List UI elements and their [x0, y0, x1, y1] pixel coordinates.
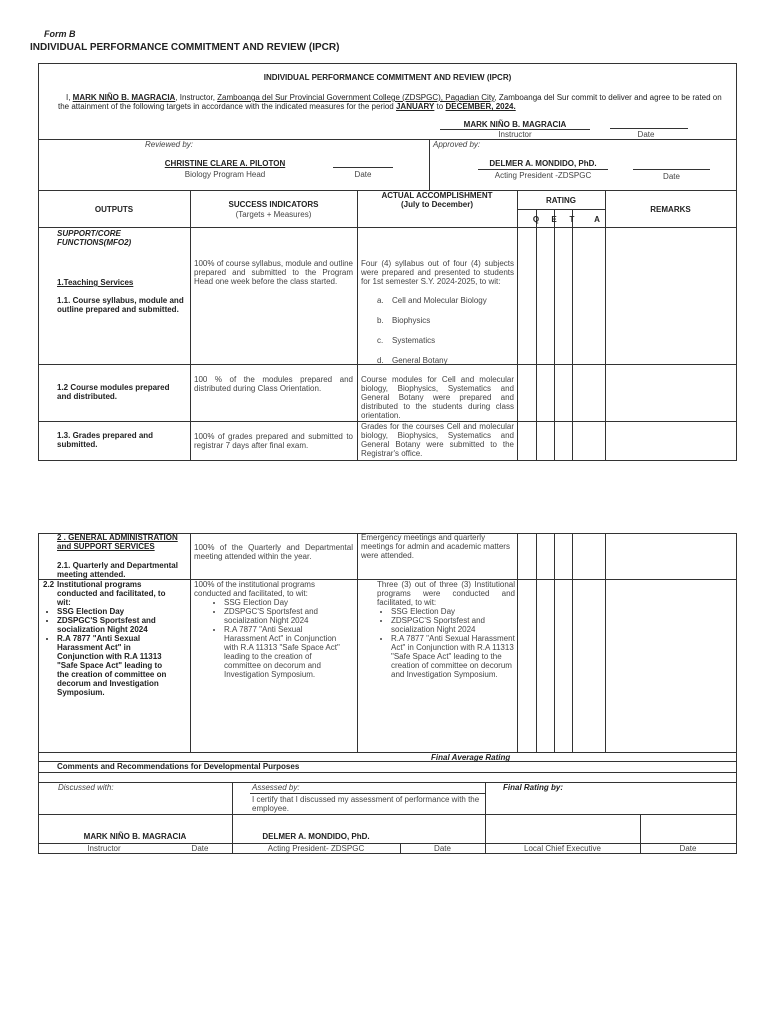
- header-actual: ACTUAL ACCOMPLISHMENT: [381, 191, 493, 200]
- reviewer-name: CHRISTINE CLARE A. PILOTON: [164, 159, 286, 168]
- commitment-statement: I, MARK NIÑO B. MAGRACIA, Instructor, Zamboanga del Sur Provincial Government College (ZDSPGC), Pagadian City, Zamboanga del Sur commit to deliver and agree to be rated on the attainment of the following targets in accordance with the indicated measures for the period JANUARY to DECEMBER, 2024.: [58, 93, 722, 111]
- footer-assessor-name: DELMER A. MONDIDO, PhD.: [262, 832, 370, 841]
- row1-subject-list: [377, 296, 507, 365]
- row1-heading: 1.Teaching Services: [57, 278, 134, 287]
- reviewer-position: Biology Program Head: [184, 170, 266, 179]
- footer-assessor-date: Date: [434, 844, 451, 853]
- period-start: JANUARY: [395, 102, 435, 111]
- approver-position: Acting President -ZDSPGC: [494, 171, 592, 180]
- row1-actual-intro: Four (4) syllabus out of four (4) subjects were prepared and presented to students for 1st semester S.Y. 2024-2025, to wit:: [361, 259, 514, 286]
- ratee-name: MARK NIÑO B. MAGRACIA: [463, 120, 567, 129]
- row2-output: 1.2 Course modules prepared and distributed.: [57, 383, 170, 401]
- row5-indicator: 100% of the institutional programs conducted and facilitated, to wit: • SSG Election Day • ZDSPGC'S Sportsfest and socialization Night 2024 • R.A 7877 "Anti Sexual Harassment Act" in Conjunction with R.A 11313 "Safe Space Act" leading to the creation of committee on decorum and Investigation Symposium.: [194, 580, 344, 679]
- footer-executive-date: Date: [679, 844, 697, 853]
- box-title: INDIVIDUAL PERFORMANCE COMMITMENT AND REVIEW (IPCR): [263, 73, 512, 82]
- reviewed-by-label: Reviewed by:: [145, 140, 194, 149]
- row1-indicator: 100% of course syllabus, module and outline prepared and submitted to the Program Head one week before the class started.: [194, 259, 353, 286]
- header-indicators: SUCCESS INDICATORS: [228, 200, 319, 209]
- row5-output: Institutional programs conducted and facilitated, to wit: • SSG Election Day • ZDSPGC'S Sportsfest and socialization Night 2024 • R.A 7877 "Anti Sexual Harassment Act" in Conjunction with R.A 11313 "Safe Space Act" leading to the creation of committee on decorum and Investigation Symposium.: [57, 580, 169, 697]
- final-rating-by-label: Final Rating by:: [503, 783, 563, 792]
- header-q: Q: [532, 215, 540, 224]
- header-outputs: OUTPUTS: [94, 205, 134, 214]
- row2-actual: Course modules for Cell and molecular biology, Biophysics, Systematics and General Botany were prepared and distributed to the students during class orientation.: [361, 375, 514, 420]
- ratee-position: Instructor: [498, 130, 532, 139]
- list-item: • R.A 7877 "Anti Sexual Harassment Act" in Conjunction with R.A 11313 "Safe Space Act" leading to the creation of committee on decorum and Investigation Symposium.: [224, 625, 344, 679]
- period-end: DECEMBER, 2024.: [445, 102, 516, 111]
- footer-executive-position: Local Chief Executive: [524, 844, 601, 853]
- row4-indicator: 100% of the Quarterly and Departmental meeting attended within the year.: [194, 543, 353, 561]
- footer-ratee-position: Instructor: [87, 844, 121, 853]
- list-item: • ZDSPGC'S Sportsfest and socialization Night 2024: [391, 616, 515, 634]
- footer-ratee-date: Date: [191, 844, 209, 853]
- footer-ratee-name: MARK NIÑO B. MAGRACIA: [83, 832, 187, 841]
- row2-indicator: 100 % of the modules prepared and distributed during Class Orientation.: [194, 375, 353, 393]
- form-label: Form B: [44, 29, 76, 39]
- reviewer-date-label: Date: [354, 170, 372, 179]
- header-a: A: [594, 215, 600, 224]
- ratee-name-inline: MARK NIÑO B. MAGRACIA: [72, 93, 176, 102]
- list-item: • R.A 7877 "Anti Sexual Harassment Act" in Conjunction with R.A 11313 "Safe Space Act" leading to the creation of committee on decorum and Investigation Symposium.: [57, 634, 169, 697]
- discussed-with-label: Discussed with:: [58, 783, 114, 792]
- row3-output: 1.3. Grades prepared and submitted.: [57, 431, 154, 449]
- row3-indicator: 100% of grades prepared and submitted to registrar 7 days after final exam.: [194, 432, 353, 450]
- section-title-support-core: SUPPORT/CORE FUNCTIONS(MFO2): [57, 229, 132, 247]
- row5-output-number: 2.2: [43, 580, 55, 589]
- row1-output: 1.1. Course syllabus, module and outline prepared and submitted.: [57, 296, 184, 314]
- row4-output: 2.1. Quarterly and Departmental meeting attended.: [57, 561, 178, 579]
- list-item: • SSG Election Day: [391, 607, 515, 616]
- header-t: T: [569, 215, 575, 224]
- college-name: Zamboanga del Sur Provincial Government College (ZDSPGC), Pagadian City: [217, 93, 495, 102]
- approver-name: DELMER A. MONDIDO, PhD.: [489, 159, 597, 168]
- final-average-rating-label: Final Average Rating: [431, 753, 511, 762]
- row4-actual: Emergency meetings and quarterly meetings for admin and academic matters were attended.: [361, 533, 510, 560]
- list-item: b. Biophysics: [377, 316, 431, 325]
- list-item: a. Cell and Molecular Biology: [377, 296, 487, 305]
- page-title: INDIVIDUAL PERFORMANCE COMMITMENT AND REVIEW (IPCR): [30, 42, 340, 53]
- header-indicators-sub: (Targets + Measures): [235, 210, 312, 219]
- comments-label: Comments and Recommendations for Developmental Purposes: [57, 762, 300, 771]
- approver-date-label: Date: [663, 172, 680, 181]
- list-item: d. General Botany: [377, 356, 448, 365]
- list-item: c. Systematics: [377, 336, 436, 345]
- header-remarks: REMARKS: [650, 205, 691, 214]
- list-item: • ZDSPGC'S Sportsfest and socialization Night 2024: [57, 616, 169, 634]
- footer-assessor-position: Acting President- ZDSPGC: [267, 844, 365, 853]
- list-item: • SSG Election Day: [57, 607, 169, 616]
- row3-actual: Grades for the courses Cell and molecular biology, Biophysics, Systematics and General Botany were submitted to the Registrar's office.: [361, 422, 514, 458]
- ratee-date-label: Date: [637, 130, 655, 139]
- approved-by-label: Approved by:: [433, 140, 481, 149]
- list-item: • SSG Election Day: [224, 598, 344, 607]
- row5-actual: Three (3) out of three (3) Institutional programs were conducted and facilitated, to wit: • SSG Election Day • ZDSPGC'S Sportsfest and socialization Night 2024 • R.A 7877 "Anti Sexual Harassment Act" in Conjunction with R.A 11313 "Safe Space Act" leading to the creation of committee on decorum and Investigation Symposium.: [377, 580, 515, 679]
- header-actual-sub: (July to December): [400, 200, 474, 209]
- header-rating: RATING: [545, 196, 577, 205]
- list-item: • R.A 7877 "Anti Sexual Harassment Act" in Conjunction with R.A 11313 "Safe Space Act" leading to the creation of committee on decorum and Investigation Symposium.: [391, 634, 515, 679]
- certify-statement: I certify that I discussed my assessment of performance with the employee.: [252, 795, 480, 813]
- header-e: E: [551, 215, 557, 224]
- list-item: • ZDSPGC'S Sportsfest and socialization Night 2024: [224, 607, 344, 625]
- assessed-by-label: Assessed by:: [252, 783, 300, 792]
- row4-heading: 2 . GENERAL ADMINISTRATION and SUPPORT SERVICES: [57, 533, 178, 551]
